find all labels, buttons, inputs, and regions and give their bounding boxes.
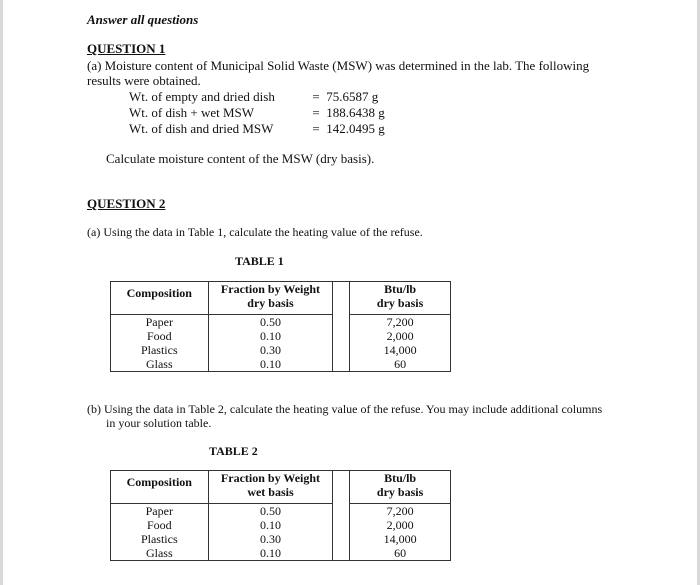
- fraction-value: 0.10: [259, 518, 281, 532]
- btu-cell: [350, 315, 451, 372]
- header-composition: Composition: [111, 471, 209, 504]
- header-fraction-line2: wet basis: [247, 485, 294, 499]
- fraction-value: 0.30: [259, 343, 281, 357]
- question-2-title: QUESTION 2: [87, 196, 166, 211]
- q1-row-value: 188.6438 g: [326, 105, 385, 120]
- header-fraction: [208, 471, 333, 504]
- q1-data-row: [129, 89, 378, 104]
- composition-value: Food: [146, 329, 172, 343]
- btu-cell: [350, 504, 451, 561]
- table-header-row: [111, 282, 451, 315]
- left-border: [0, 0, 3, 585]
- header-btu-line1: Btu/lb: [384, 471, 417, 485]
- btu-value: 2,000: [386, 518, 414, 532]
- q1-row-value: 142.0495 g: [326, 121, 385, 136]
- header-btu-line2: dry basis: [376, 296, 424, 310]
- q2-part-b-line1: (b) Using the data in Table 2, calculate the heating value of the refuse. You may include additional columns: [87, 402, 603, 416]
- fraction-cell: [208, 315, 333, 372]
- q1-row-label: Wt. of dish and dried MSW: [129, 121, 274, 136]
- header-fraction-line1: Fraction by Weight: [220, 282, 321, 296]
- q2-part-b-line2: in your solution table.: [106, 416, 212, 430]
- fraction-cell: [208, 504, 333, 561]
- question-1-title: QUESTION 1: [87, 41, 166, 56]
- header-fraction-line1: Fraction by Weight: [220, 471, 321, 485]
- q1-row-label: Wt. of empty and dried dish: [129, 89, 275, 104]
- table-body-row: [111, 315, 451, 372]
- q1-data-row: [129, 105, 385, 120]
- composition-value: Glass: [145, 546, 173, 560]
- header-fraction-line2: dry basis: [247, 296, 294, 310]
- composition-value: Food: [146, 518, 172, 532]
- q2-part-a: (a) Using the data in Table 1, calculate the heating value of the refuse.: [87, 225, 423, 239]
- fraction-value: 0.30: [259, 532, 281, 546]
- table-header-row: [111, 471, 451, 504]
- btu-value: 2,000: [386, 329, 414, 343]
- composition-cell: [111, 315, 209, 372]
- composition-cell: [111, 504, 209, 561]
- header-btu-line2: dry basis: [376, 485, 424, 499]
- column-gap: [333, 282, 350, 372]
- q1-intro-line2: results were obtained.: [87, 73, 201, 88]
- btu-value: 60: [394, 357, 407, 371]
- composition-value: Glass: [145, 357, 173, 371]
- fraction-value: 0.10: [259, 546, 281, 560]
- q1-data-row: [129, 121, 385, 136]
- btu-value: 7,200: [386, 315, 414, 329]
- q1-intro-line1: (a) Moisture content of Municipal Solid Waste (MSW) was determined in the lab. The following: [87, 58, 590, 73]
- table-1-title: TABLE 1: [235, 254, 284, 268]
- header-btu-line1: Btu/lb: [384, 282, 417, 296]
- table-2: [110, 470, 451, 561]
- table-1: [110, 281, 451, 372]
- equals-sign: =: [312, 89, 320, 104]
- fraction-value: 0.50: [259, 504, 281, 518]
- table-body-row: [111, 504, 451, 561]
- composition-value: Plastics: [140, 532, 178, 546]
- q1-row-value: 75.6587 g: [326, 89, 379, 104]
- q1-row-label: Wt. of dish + wet MSW: [129, 105, 255, 120]
- header-fraction: [208, 282, 333, 315]
- header-btu: [350, 471, 451, 504]
- q1-task: Calculate moisture content of the MSW (dry basis).: [106, 151, 375, 166]
- column-gap: [333, 471, 350, 561]
- fraction-value: 0.50: [259, 315, 281, 329]
- composition-value: Paper: [145, 504, 173, 518]
- btu-value: 14,000: [383, 532, 417, 546]
- composition-value: Plastics: [140, 343, 178, 357]
- fraction-value: 0.10: [259, 329, 281, 343]
- composition-value: Paper: [145, 315, 173, 329]
- btu-value: 60: [394, 546, 407, 560]
- table-2-title: TABLE 2: [209, 444, 258, 458]
- fraction-value: 0.10: [259, 357, 281, 371]
- equals-sign: =: [312, 121, 320, 136]
- btu-value: 7,200: [386, 504, 414, 518]
- header-composition: Composition: [111, 282, 209, 315]
- btu-value: 14,000: [383, 343, 417, 357]
- header-btu: [350, 282, 451, 315]
- page-heading: Answer all questions: [87, 12, 199, 27]
- equals-sign: =: [312, 105, 320, 120]
